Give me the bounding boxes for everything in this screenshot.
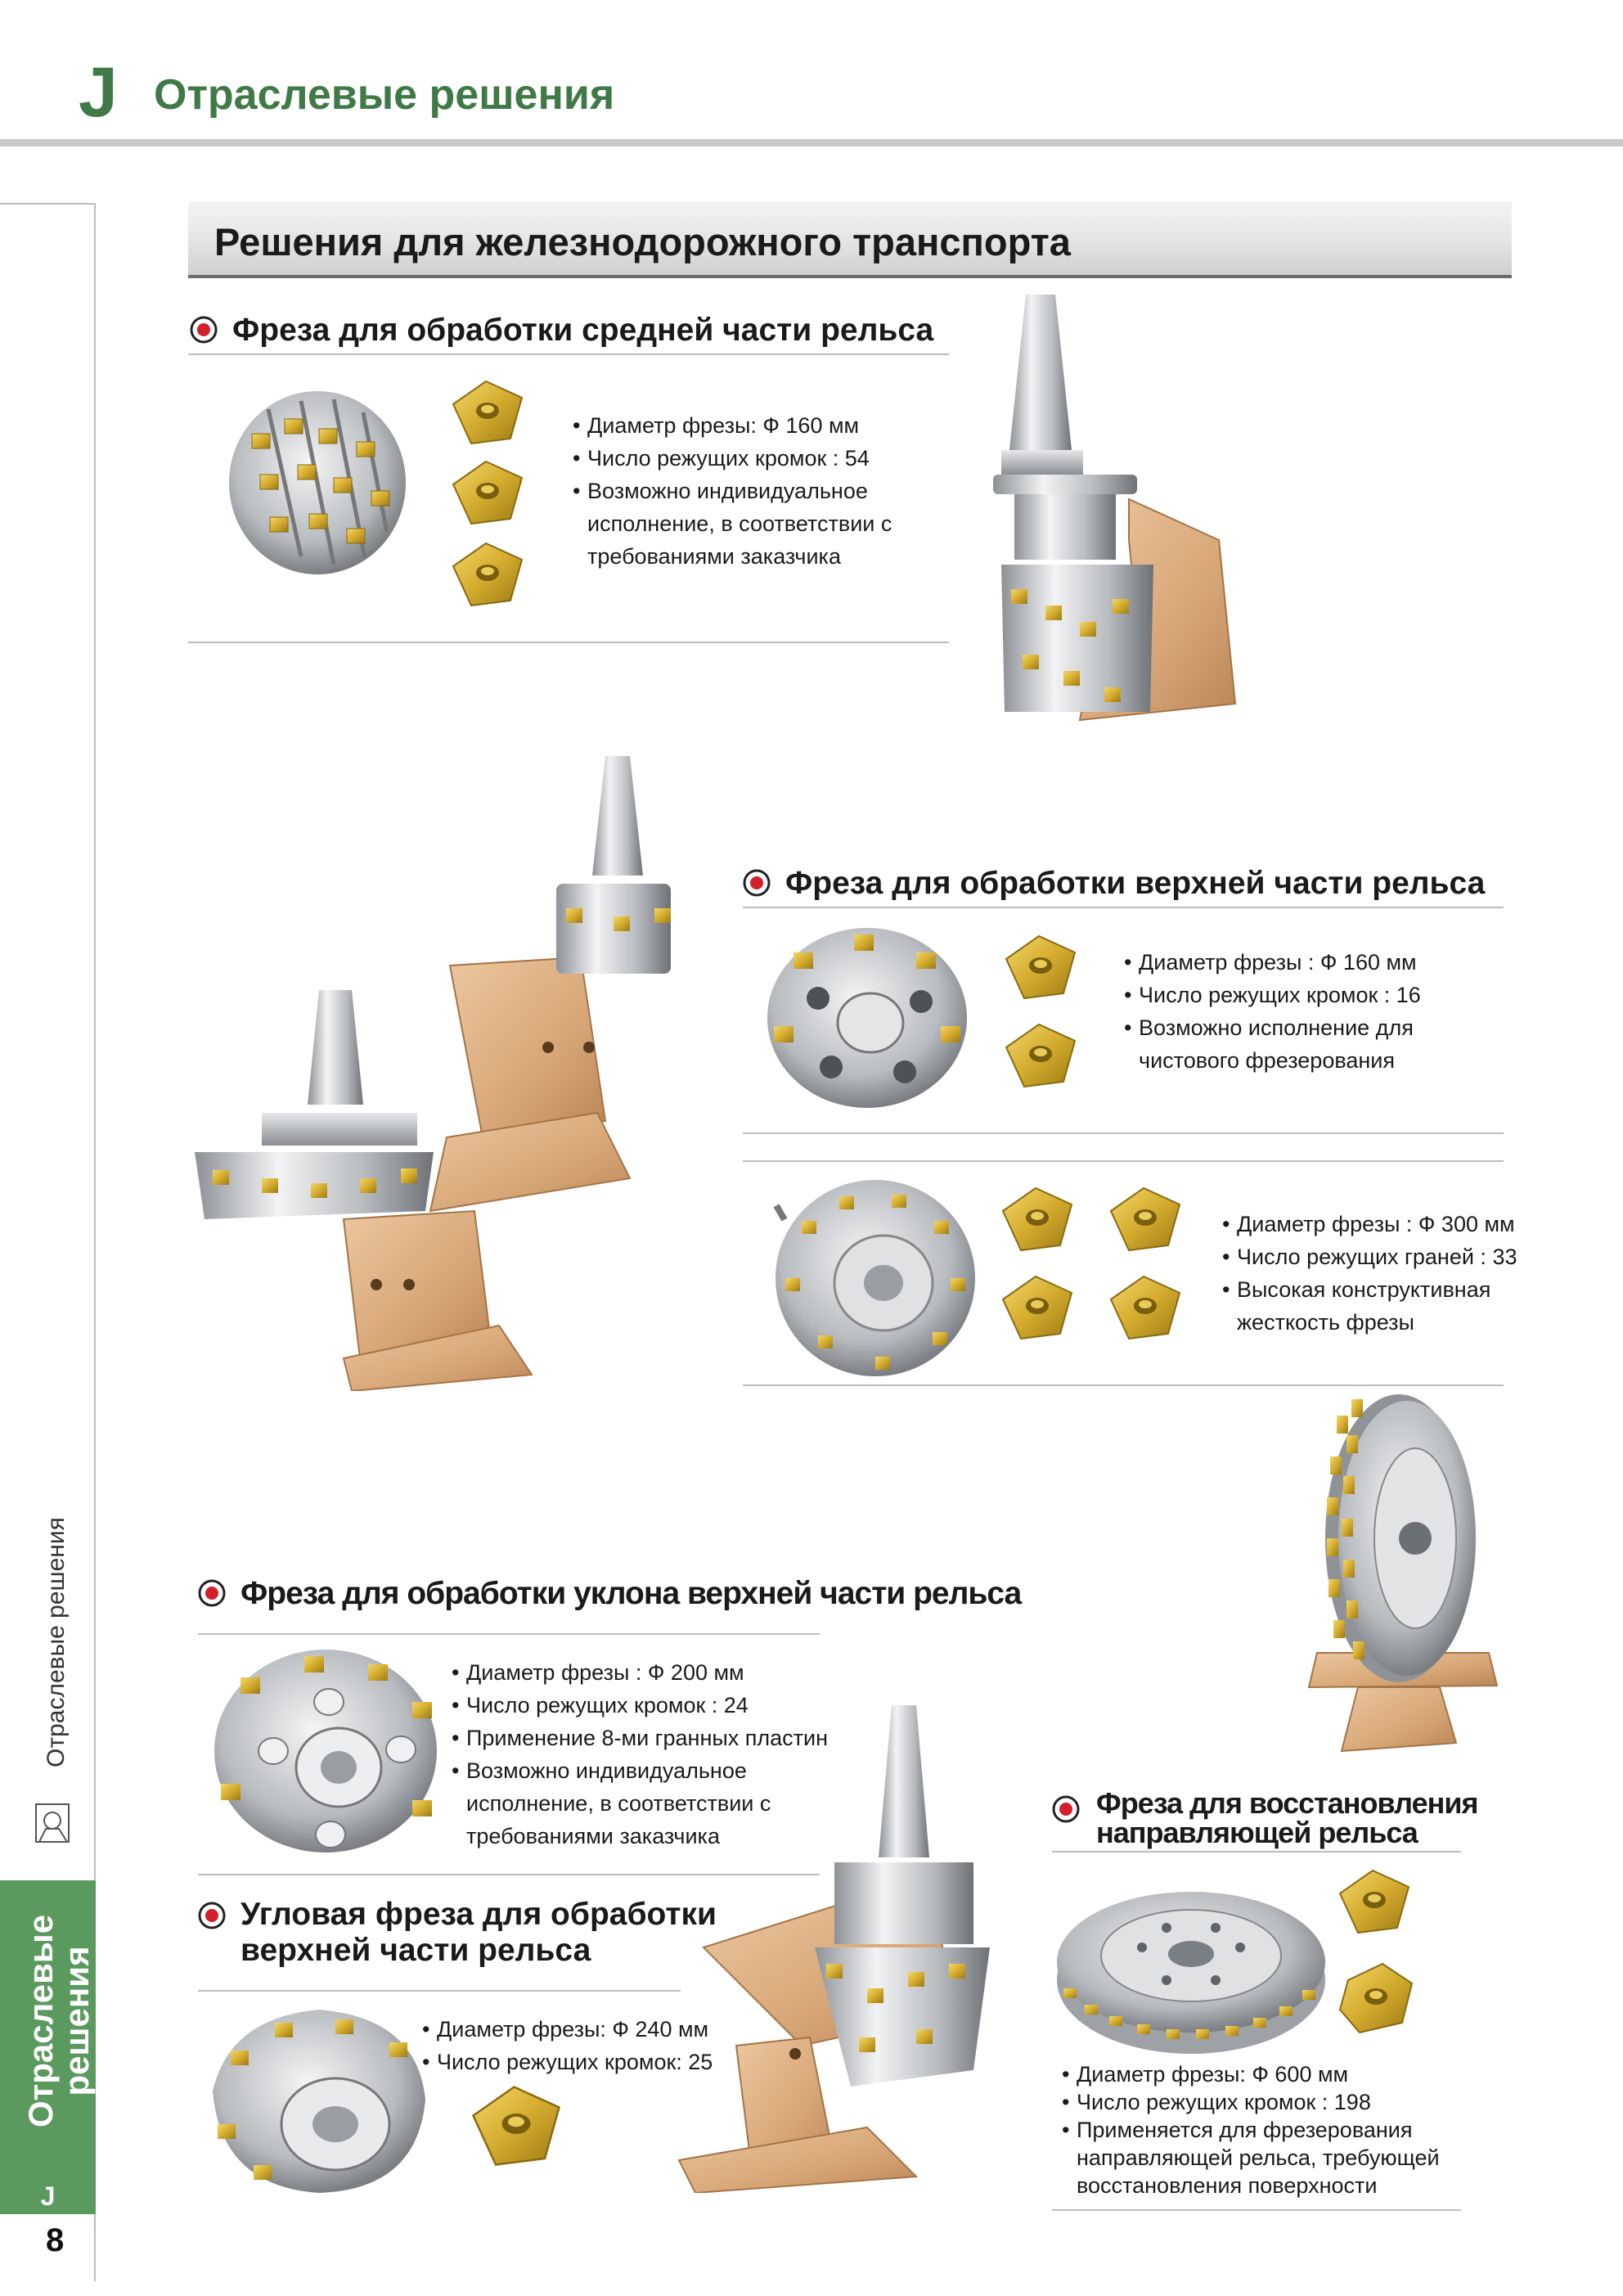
spec-item: • Диаметр фрезы: Ф 600 мм [1062,2060,1479,2088]
insert-image [463,2077,569,2183]
spec-item: • Диаметр фрезы: Ф 160 мм [573,409,916,442]
spec-item: • Высокая конструктивная жесткость фрезы [1222,1273,1549,1339]
spec-item: • Диаметр фрезы: Ф 240 мм [422,2013,749,2046]
spec-item: • Возможно исполнение для чистового фрезерования [1124,1011,1517,1077]
page-number: 8 [46,2222,65,2258]
spec-item: • Применение 8-ми гранных пластин [452,1722,836,1754]
product-rule [743,1160,1504,1162]
insert-images [1333,1867,1456,2047]
bullet-icon [198,1579,226,1607]
product-title: Фреза для обработки верхней части рельса [785,866,1486,901]
spec-item: • Возможно индивидуальное исполнение, в соответствии с требованиями заказчика [573,475,916,573]
header-divider [0,139,1623,146]
spec-item: • Диаметр фрезы : Ф 160 мм [1124,946,1517,979]
spec-item: • Число режущих граней : 33 [1222,1240,1549,1273]
rail-center-cutter-image [219,376,416,581]
spec-item: • Диаметр фрезы : Ф 200 мм [452,1656,836,1689]
product-specs [1124,946,1517,1077]
product-rule [198,1633,820,1635]
chapter-tab-label: Отраслевые решения [21,1914,97,2127]
top-rail-cutters-image [188,753,695,1391]
large-cutter-on-rail-image [1301,1383,1505,1767]
product-title: Угловая фреза для обработки верхней части рельса [241,1897,717,1968]
spec-item: • Диаметр фрезы : Ф 300 мм [1222,1208,1549,1240]
angular-cutter-on-rail-image [671,1702,998,2193]
product-rule [1052,2209,1461,2211]
industry-icon [31,1796,79,1850]
section-title: Решения для железнодорожного транспорта [214,220,1071,263]
product-rule [198,1990,681,1992]
bullet-icon [1052,1795,1080,1823]
guide-rail-cutter-image [1052,1866,1330,2062]
product-title: Фреза для обработки уклона верхней части рельса [241,1576,1022,1611]
chapter-letter: J [79,53,118,132]
top-rail-cutter-160-image [761,920,973,1116]
insert-images [998,933,1104,1113]
spec-item: • Возможно индивидуальное исполнение, в соответствии с требованиями заказчика [452,1754,836,1853]
spec-item: • Число режущих кромок : 16 [1124,979,1517,1011]
spec-item: • Применяется для фрезерования направляющей рельса, требующей восстановления поверхности [1062,2116,1479,2199]
insert-images [1000,1185,1212,1365]
spec-item: • Число режущих кромок : 198 [1062,2088,1479,2116]
product-title: Фреза для восстановления направляющей рельса [1096,1786,1478,1849]
slope-cutter-image [208,1645,445,1866]
product-rule [188,353,949,355]
spec-item: • Число режущих кромок : 24 [452,1689,836,1722]
product-rule [743,907,1504,908]
top-rail-cutter-300-image [761,1172,982,1384]
insert-images [448,378,546,624]
product-title: Фреза для обработки средней части рельса [232,313,934,348]
sidebar-vertical-label: Отраслевые решения [43,1517,70,1767]
bullet-icon [743,869,771,897]
bullet-icon [190,316,218,344]
cutter-on-rail-image [990,295,1268,728]
spec-item: • Число режущих кромок: 25 [422,2046,749,2078]
product-specs [1062,2060,1479,2199]
product-rule [188,642,949,643]
chapter-tab-letter: J [0,2178,96,2214]
product-rule [1052,1851,1461,1853]
chapter-title: Отраслевые решения [154,71,615,119]
spec-item: • Число режущих кромок : 54 [573,442,916,475]
bullet-icon [198,1902,226,1929]
angular-cutter-image [196,2001,434,2198]
product-specs [1222,1208,1549,1339]
sidebar-top-rule [0,203,96,205]
product-rule [743,1132,1504,1134]
product-specs [573,409,916,573]
